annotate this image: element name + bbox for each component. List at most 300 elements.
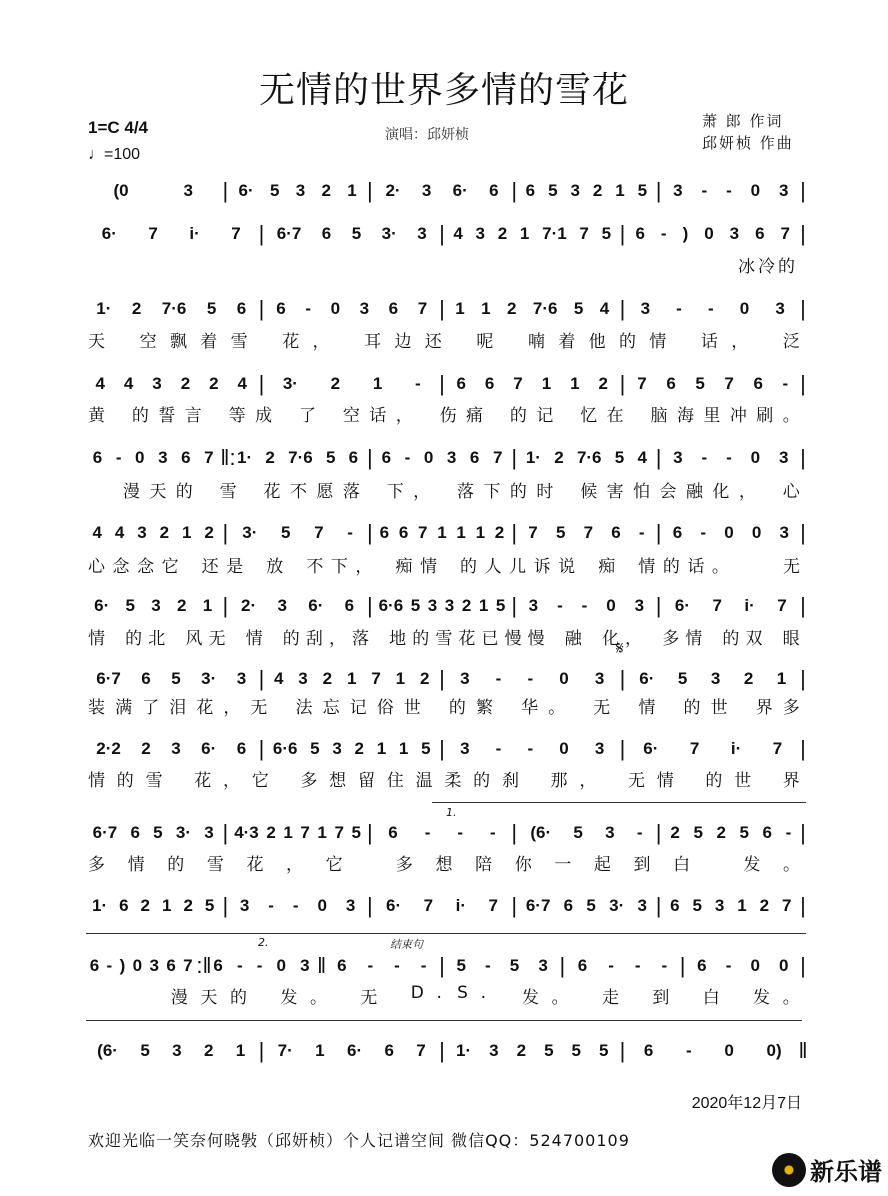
measure [664, 523, 798, 543]
barline: | [655, 178, 662, 203]
note: - [557, 596, 563, 615]
note: 6 [384, 1041, 394, 1060]
lyric-char [686, 766, 694, 791]
lyric-char: 俗 [376, 698, 394, 718]
lyric-char: 时 [536, 482, 554, 502]
measure [267, 1041, 438, 1061]
measure [267, 739, 438, 759]
measure [447, 299, 618, 319]
ending-label: 结束句 [390, 938, 423, 951]
barline: ‖ [317, 953, 327, 978]
note: 7 [689, 739, 700, 758]
lyric-char [291, 552, 299, 577]
barline: | [439, 666, 445, 691]
lyric-char [767, 552, 775, 577]
lyric-char: ， [738, 482, 756, 502]
note: 5 [693, 823, 703, 842]
lyric-char: 的 [448, 698, 466, 718]
note: 6· [452, 181, 468, 200]
lyric-char: 留 [357, 771, 375, 791]
lyric-char: 落 [457, 482, 474, 502]
lyric-char [503, 693, 511, 718]
note: ) [682, 224, 689, 243]
note: - [404, 448, 411, 467]
lyric-char [608, 766, 616, 791]
barline: | [258, 221, 265, 246]
lyric-char [114, 401, 122, 426]
note: 7 [583, 523, 594, 542]
note: 0 [778, 956, 789, 975]
note: - [660, 224, 667, 243]
lyric-char [343, 327, 351, 352]
lyric-char: 雪 [206, 855, 224, 875]
barline: | [800, 593, 806, 618]
note: 3 [345, 896, 356, 915]
lyric-char: 到 [633, 855, 651, 875]
lyric-char: 雪 [435, 629, 453, 649]
note: 3 [158, 448, 168, 467]
barline: | [439, 736, 445, 761]
measure [447, 374, 618, 394]
note: 7 [204, 448, 214, 467]
lyric-char: 世 [734, 771, 752, 791]
measure [86, 224, 257, 244]
composer-credit: 邱妍桢 作曲 [702, 134, 794, 152]
note: 1 [776, 669, 787, 688]
note: 6· [238, 181, 254, 200]
lyric-char: 的 [683, 698, 701, 718]
note: 1 [570, 374, 580, 393]
note: 6· [308, 596, 324, 615]
note: 3· [282, 374, 298, 393]
note: 2 [321, 181, 331, 200]
note: 6 [697, 956, 707, 975]
lyric-char: 界 [782, 771, 800, 791]
singer-credit: 演唱：邱妍桢 [385, 127, 469, 143]
note: 3 [637, 896, 647, 915]
note: 3 [446, 448, 457, 467]
lyric-char [325, 401, 333, 426]
note: 5 [637, 181, 648, 200]
measure [86, 956, 196, 976]
lyric-char: 耳 [364, 332, 382, 352]
measure [628, 224, 799, 244]
note: 1 [478, 596, 489, 615]
lyric-char: 会 [659, 482, 677, 502]
note: 3 [605, 823, 615, 842]
note: (0 [113, 181, 129, 200]
note: 5 [509, 956, 520, 975]
lyric-char: 了 [142, 698, 160, 718]
measure [86, 596, 220, 616]
note: 6 [672, 523, 683, 542]
barline: | [222, 820, 229, 845]
lyric-char: 北 [148, 629, 166, 649]
lyric-char: 情 [419, 557, 437, 577]
measure [519, 823, 653, 843]
measure [375, 896, 509, 916]
lyric-char: 还 [424, 332, 442, 352]
lyric-char: 漫 [122, 482, 140, 502]
lyric-char: 的 [131, 406, 149, 426]
lyric-char: 多 [300, 771, 318, 791]
barline: | [679, 953, 686, 978]
note: 6 [92, 448, 103, 467]
measure [447, 224, 618, 244]
lyric-char: 那 [550, 771, 568, 791]
note: 5 [171, 669, 181, 688]
measure [230, 596, 364, 616]
lyric-char: 痴 [598, 557, 616, 577]
lyric-char [581, 983, 589, 1008]
note: 6· [386, 896, 402, 915]
note: (6· [97, 1041, 118, 1060]
barline: ‖ [798, 1038, 808, 1063]
lyric-char: 想 [435, 855, 453, 875]
lyric-char: 记 [349, 698, 367, 718]
note: - [686, 1041, 692, 1060]
lyric-char: 多 [782, 698, 800, 718]
note: 5 [310, 739, 320, 758]
lyric-char: 无 [360, 988, 378, 1008]
lyric-char: 界 [755, 698, 773, 718]
note: 6 [381, 448, 392, 467]
barline: | [511, 178, 518, 203]
note: 3 [710, 669, 721, 688]
volta-bracket [86, 933, 806, 934]
volta-label: 2. [258, 936, 269, 949]
barline: | [511, 520, 518, 545]
note: 6·7 [525, 896, 551, 915]
note: 5 [351, 823, 361, 842]
note: 3 [239, 896, 250, 915]
note: 3· [381, 224, 397, 243]
note: 2 [420, 669, 430, 688]
lyric-char: 里 [703, 406, 721, 426]
lyric-char: 愿 [316, 482, 334, 502]
note: 5 [573, 823, 583, 842]
lyric-char: 温 [415, 771, 433, 791]
lyric-char: 无 [627, 771, 645, 791]
note: 0 [423, 448, 434, 467]
measure [664, 823, 798, 843]
note: i· [189, 224, 200, 243]
note: 6 [130, 823, 140, 842]
lyric-char [109, 983, 117, 1008]
barline: | [258, 1038, 265, 1063]
note: - [256, 956, 263, 975]
note: 2 [554, 448, 564, 467]
barline: | [655, 520, 662, 545]
note: 4 [637, 448, 647, 467]
note: 5 [125, 596, 136, 615]
lyric-char: 念 [112, 557, 130, 577]
lyric-char: 起 [593, 855, 611, 875]
note: 2 [461, 596, 472, 615]
lyric-char: 说 [558, 557, 576, 577]
lyric-char [680, 327, 688, 352]
lyric-char [118, 327, 126, 352]
note: - [581, 596, 588, 615]
note: 1 [235, 1041, 246, 1060]
lyric-char: 刷 [756, 406, 774, 426]
note: 1 [182, 523, 192, 542]
note: - [457, 823, 464, 842]
note: - [608, 956, 614, 975]
note: 3 [137, 523, 147, 542]
score-date: 2020年12月7日 [691, 1095, 802, 1112]
measure [628, 669, 799, 689]
measure [206, 956, 316, 976]
lyric-char: 天 [200, 988, 218, 1008]
note: 6 [753, 374, 763, 393]
note: 7 [231, 224, 241, 243]
lyric-char [736, 552, 744, 577]
lyric-char [88, 983, 96, 1008]
barline: | [619, 296, 626, 321]
lyric-char: D [410, 983, 424, 1003]
note: 6·6 [378, 596, 404, 615]
measure [664, 896, 798, 916]
lyric-char: 化 [601, 629, 619, 649]
barline: | [619, 1038, 626, 1063]
note: i· [730, 739, 742, 758]
lyric-char: 地 [389, 629, 407, 649]
note: 1 [615, 181, 625, 200]
note: - [424, 823, 431, 842]
note: 6· [639, 669, 655, 688]
lyric-char: 多 [395, 855, 413, 875]
lyric-char [365, 850, 373, 875]
note: 2·2 [96, 739, 121, 758]
note: - [495, 739, 502, 758]
notation-row [86, 953, 808, 979]
note: - [700, 523, 707, 542]
note: 1 [395, 669, 406, 688]
note: 2 [159, 523, 170, 542]
note: 7 [417, 299, 428, 318]
note: 2 [716, 823, 726, 842]
measure [86, 448, 220, 468]
note: 1 [481, 299, 491, 318]
notation-row [86, 445, 808, 471]
lyric-char [633, 401, 641, 426]
note: 6 [181, 448, 191, 467]
note: 6 [388, 823, 398, 842]
lyric-char: 白 [702, 988, 720, 1008]
lyric-char: 漫 [170, 988, 188, 1008]
note: 5 [586, 896, 596, 915]
lyric-char: 它 [161, 557, 179, 577]
note: 7 [314, 523, 324, 542]
note: 7 [488, 896, 498, 915]
barline: | [619, 736, 626, 761]
lyric-char: 装 [88, 698, 105, 718]
notation-row [86, 1038, 808, 1064]
note: 5 [739, 823, 749, 842]
lyric-char: 下 [386, 482, 404, 502]
note: 6· [201, 739, 217, 758]
lyric-char: 陪 [475, 855, 493, 875]
note: - [115, 448, 122, 467]
barline: | [222, 520, 229, 545]
measure [267, 224, 438, 244]
note: - [236, 956, 243, 975]
note: - [394, 956, 400, 975]
lyric-char [261, 327, 269, 352]
barline: | [619, 666, 626, 691]
note: 1· [525, 448, 541, 467]
lyric-char [186, 552, 194, 577]
note: 1· [91, 896, 108, 915]
note: 6 [344, 596, 355, 615]
measure [628, 739, 799, 759]
lyric-char: 话 [369, 406, 387, 426]
lyric-char: 泛 [782, 332, 800, 352]
note: 0 [750, 448, 761, 467]
barline: | [258, 736, 265, 761]
note: 0 [559, 739, 569, 758]
note: 6 [469, 448, 480, 467]
note: 2 [497, 224, 508, 243]
note: 7 [300, 823, 310, 842]
lyric-char: 的 [412, 629, 430, 649]
volta-label: 1. [446, 806, 457, 819]
note: 1· [237, 448, 253, 467]
lyrics-row [88, 552, 800, 577]
note: 1 [347, 181, 357, 200]
barline: | [222, 893, 229, 918]
note: 5 [599, 1041, 609, 1060]
note: 3 [714, 896, 725, 915]
barline: | [366, 178, 373, 203]
barline: | [800, 178, 806, 203]
note: - [634, 956, 641, 975]
note: 3 [775, 299, 785, 318]
lyric-char: ， [625, 629, 643, 649]
lyrics-row [88, 850, 800, 875]
lyric-char: 刮 [305, 629, 323, 649]
lyric-char: 海 [676, 406, 694, 426]
note: 4 [95, 374, 105, 393]
note: 2 [506, 299, 517, 318]
lyric-char: 候 [580, 482, 598, 502]
measure [375, 181, 509, 201]
note: 6 [611, 523, 621, 542]
note: 2 [183, 896, 193, 915]
measure [447, 956, 557, 976]
note: - [782, 374, 789, 393]
lyric-char [492, 401, 500, 426]
note: 5 [140, 1041, 150, 1060]
measure [86, 181, 220, 201]
note: 5 [544, 1041, 554, 1060]
lyrics-row [88, 624, 800, 649]
lyric-char: S [457, 983, 468, 1003]
note: 1 [437, 523, 447, 542]
note: 1 [398, 739, 409, 758]
note: 5 [555, 523, 566, 542]
logo-text: 新乐谱 [810, 1158, 882, 1186]
note: 3 [151, 596, 161, 615]
note: 1 [475, 523, 486, 542]
lyric-char: 柔 [444, 771, 462, 791]
lyric-char: 怕 [633, 482, 651, 502]
note: 2 [204, 523, 214, 542]
note: 7·6 [161, 299, 187, 318]
lyric-char [732, 983, 740, 1008]
note: 6 [276, 299, 286, 318]
note: - [292, 896, 299, 915]
lyric-char: ， [222, 771, 240, 791]
barline: | [222, 178, 229, 203]
lyric-char: 喃 [528, 332, 545, 352]
lyric-char: 的 [705, 771, 723, 791]
note: 7 [371, 669, 381, 688]
note: 0 [606, 596, 616, 615]
measure [628, 299, 799, 319]
lyric-char [769, 624, 777, 649]
lyric-char: 天 [88, 332, 105, 352]
lyric-char: 是 [226, 557, 244, 577]
note: 7 [528, 523, 538, 542]
lyric-char [251, 552, 259, 577]
note: 6 [666, 374, 676, 393]
note: 3 [779, 181, 789, 200]
note: i· [455, 896, 466, 915]
note: - [726, 181, 732, 200]
lyric-char: 着 [200, 332, 218, 352]
lyric-char: 一 [554, 855, 572, 875]
note: 6 [89, 956, 100, 975]
note: 6 [670, 896, 680, 915]
lyric-char [174, 766, 182, 791]
lyric-char [260, 983, 268, 1008]
note: 6· [674, 596, 690, 615]
note: 2 [330, 374, 341, 393]
lyric-char: 无 [208, 629, 226, 649]
note: 4 [237, 374, 247, 393]
note: 2 [131, 299, 142, 318]
measure [230, 896, 364, 916]
note: 2 [598, 374, 608, 393]
lyric-char [281, 766, 289, 791]
barline: | [800, 736, 806, 761]
note: 6 [563, 896, 574, 915]
lyric-char: 无 [783, 557, 800, 577]
lyric-char: . [436, 983, 442, 1003]
note: 6 [236, 299, 247, 318]
note: 3 [172, 1041, 182, 1060]
note: 3 [673, 181, 683, 200]
measure [519, 448, 653, 468]
lyric-char [648, 624, 656, 649]
barline: | [439, 371, 445, 396]
lyric-char: 忘 [322, 698, 340, 718]
measure [86, 896, 220, 916]
note: 3 [779, 523, 789, 542]
note: 1 [162, 896, 172, 915]
note: 5 [456, 956, 466, 975]
lyric-char: 到 [652, 988, 670, 1008]
note: 3· [242, 523, 258, 542]
note: 3 [634, 596, 645, 615]
note: 3 [538, 956, 548, 975]
measure [375, 596, 509, 616]
lyric-char: 雪 [145, 771, 163, 791]
measure [447, 1041, 618, 1061]
measure [230, 181, 364, 201]
